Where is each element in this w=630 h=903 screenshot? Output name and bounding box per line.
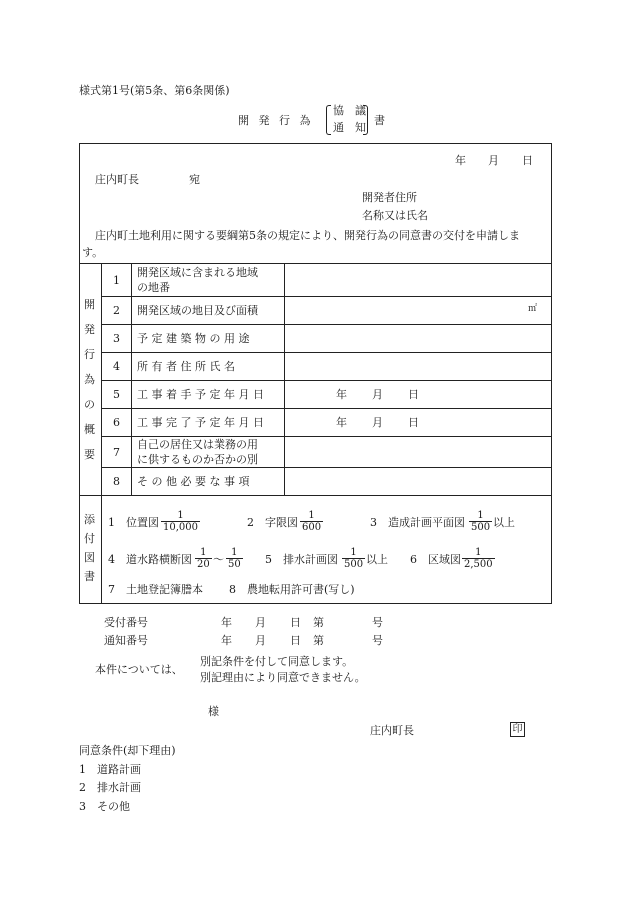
overview-label-char: 発 [84, 323, 95, 336]
form-title-prefix: 開 発 行 為 [238, 114, 314, 127]
divider [101, 380, 552, 381]
recipient-honorific: 様 [208, 705, 219, 718]
notification-year: 年 [221, 634, 232, 647]
notification-day: 日 [290, 634, 301, 647]
divider [79, 263, 552, 264]
end-year: 年 [336, 416, 347, 429]
row-label: そ の 他 必 要 な 事 項 [137, 475, 250, 488]
divider [79, 495, 552, 496]
condition-item: 2 排水計画 [79, 781, 141, 794]
statement-line1: 庄内町土地利用に関する要綱第5条の規定により、開発行為の同意書の交付を申請しま [95, 229, 520, 242]
title-bracket-right [363, 105, 368, 135]
start-month: 月 [372, 388, 383, 401]
row-number: 4 [113, 360, 120, 373]
attachment-site-plan: 3 造成計画平面図 [370, 516, 465, 529]
row-label: 所 有 者 住 所 氏 名 [137, 360, 235, 373]
attachment-farmland-permit: 8 農地転用許可書(写し) [229, 583, 355, 596]
scale-suffix: 以上 [366, 553, 388, 566]
attachment-cross-section: 4 道水路横断図 [108, 553, 192, 566]
overview-label-char: 開 [84, 298, 95, 311]
row-number: 1 [113, 274, 120, 287]
attachment-land-registry: 7 土地登記簿謄本 [108, 583, 203, 596]
reception-year: 年 [221, 616, 232, 629]
notification-number-label: 通知番号 [104, 634, 148, 647]
overview-label-char: 行 [84, 348, 95, 361]
condition-item: 3 その他 [79, 800, 130, 813]
row-label: 工 事 着 手 予 定 年 月 日 [137, 388, 264, 401]
end-month: 月 [372, 416, 383, 429]
divider [131, 263, 132, 495]
divider [101, 263, 102, 604]
issuer-name: 庄内町長 [370, 724, 414, 737]
attachment-drainage-plan: 5 排水計画図 [265, 553, 338, 566]
attachments-label-char: 付 [84, 532, 95, 545]
scale-suffix: 以上 [493, 516, 515, 529]
end-day: 日 [408, 416, 419, 429]
overview-label-char: 要 [84, 448, 95, 461]
applicant-name-label: 名称又は氏名 [362, 209, 428, 222]
divider [101, 467, 552, 468]
date-month: 月 [488, 154, 499, 167]
row-label: 開発区域の地目及び面積 [137, 304, 258, 317]
divider [101, 296, 552, 297]
reception-day: 日 [290, 616, 301, 629]
notification-month: 月 [255, 634, 266, 647]
title-option-tsuchi: 通 知 [333, 121, 366, 134]
seal-mark: 印 [510, 722, 525, 737]
scale-fraction: $\frac{1}{500}$ [471, 510, 491, 533]
reception-dai: 第 [313, 616, 324, 629]
divider [284, 263, 285, 495]
row-label: に供するものか否かの別 [137, 453, 258, 466]
divider [101, 408, 552, 409]
area-unit: ㎡ [528, 304, 538, 314]
overview-label-char: 為 [84, 373, 95, 386]
decision-reject: 別記理由により同意できません。 [200, 671, 366, 684]
row-number: 6 [113, 416, 120, 429]
scale-fraction: $\frac{1}{20}$ [197, 547, 210, 570]
attachment-cadastral-map: 2 字限図 [247, 516, 298, 529]
scale-fraction: $\frac{1}{500}$ [344, 547, 364, 570]
form-number: 様式第1号(第5条、第6条関係) [79, 84, 230, 97]
attachments-label-char: 書 [84, 570, 95, 583]
title-option-kyogi: 協 議 [333, 104, 366, 117]
divider [101, 352, 552, 353]
row-number: 5 [113, 388, 120, 401]
notification-go: 号 [372, 634, 383, 647]
scale-fraction: $\frac{1}{600}$ [302, 510, 322, 533]
addressee-honorific: 宛 [189, 173, 200, 186]
reception-go: 号 [372, 616, 383, 629]
row-number: 3 [113, 332, 120, 345]
divider [101, 436, 552, 437]
applicant-address-label: 開発者住所 [362, 191, 417, 204]
row-label: 工 事 完 了 予 定 年 月 日 [137, 416, 264, 429]
row-label: 自己の居住又は業務の用 [137, 438, 258, 451]
condition-item: 1 道路計画 [79, 763, 141, 776]
reception-number-label: 受付番号 [104, 616, 148, 629]
scale-fraction: $\frac{1}{2,500}$ [464, 547, 493, 570]
row-label: 予 定 建 築 物 の 用 途 [137, 332, 250, 345]
date-day: 日 [522, 154, 533, 167]
overview-label-char: 概 [84, 423, 95, 436]
scale-range-tilde: 〜 [213, 553, 224, 566]
scale-fraction: $\frac{1}{50}$ [228, 547, 241, 570]
start-year: 年 [336, 388, 347, 401]
conditions-heading: 同意条件(却下理由) [79, 744, 176, 757]
row-label: の地番 [137, 281, 170, 294]
divider [101, 324, 552, 325]
addressee-name: 庄内町長 [95, 173, 139, 186]
decision-lead: 本件については、 [95, 663, 183, 676]
date-year: 年 [455, 154, 466, 167]
row-label: 開発区域に含まれる地域 [137, 266, 258, 279]
row-number: 2 [113, 304, 120, 317]
reception-month: 月 [255, 616, 266, 629]
attachment-area-map: 6 区域図 [410, 553, 461, 566]
attachment-location-map: 1 位置図 [108, 516, 159, 529]
notification-dai: 第 [313, 634, 324, 647]
row-number: 8 [113, 475, 120, 488]
attachments-label-char: 添 [84, 513, 95, 526]
statement-line2: す。 [82, 246, 104, 259]
title-bracket-left [326, 105, 331, 135]
row-number: 7 [113, 446, 120, 459]
form-title-suffix: 書 [374, 114, 385, 127]
application-table [79, 143, 552, 604]
decision-approve: 別記条件を付して同意します。 [200, 655, 354, 668]
overview-label-char: の [84, 398, 95, 411]
scale-fraction: $\frac{1}{10,000}$ [163, 510, 198, 533]
start-day: 日 [408, 388, 419, 401]
attachments-label-char: 図 [84, 551, 95, 564]
